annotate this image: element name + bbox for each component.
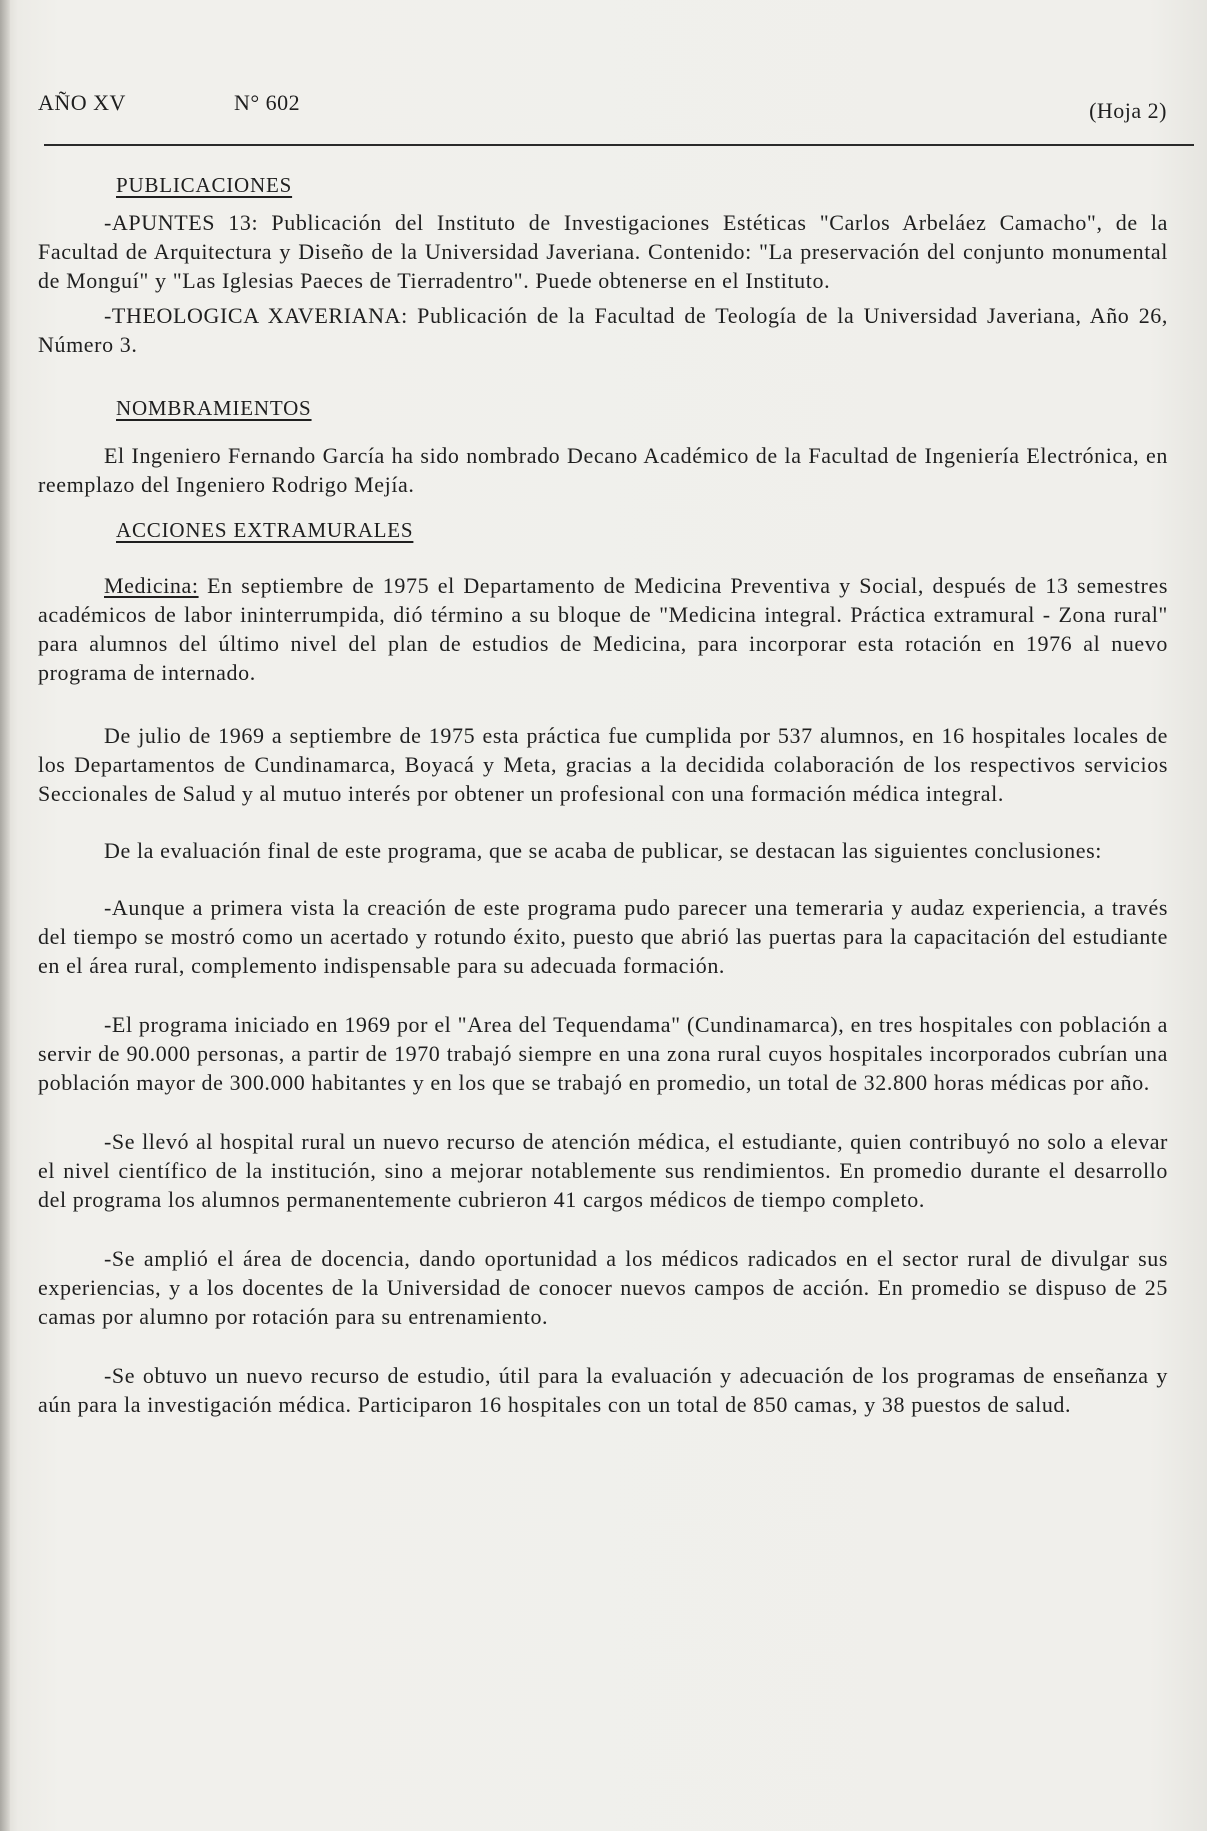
conclusion-2: -El programa iniciado en 1969 por el "Area del Tequendama" (Cundinamarca), en tres hospitales con población a servir de 90.000 personas, a partir de 1970 trabajó siempre en una zona rural cuyos hospitales incorporados cubrían una población mayor de 300.000 habitantes y en los que se trabajó en promedio, un total de 32.800 horas médicas por año. — [38, 1012, 1168, 1095]
document-body — [38, 170, 1168, 1419]
paragraph-apuntes: -APUNTES 13: Publicación del Instituto de Investigaciones Estéticas "Carlos Arbeláez Camacho", de la Facultad de Arquitectura y Diseño de la Universidad Javeriana. Contenido: "La preservación del conjunto monumental de Monguí" y "Las Iglesias Paeces de Tierradentro". Puede obtenerse en el Instituto. — [38, 210, 1168, 293]
paragraph-nombramiento: El Ingeniero Fernando García ha sido nombrado Decano Académico de la Facultad de Ingeniería Electrónica, en reemplazo del Ingeniero Rodrigo Mejía. — [38, 443, 1168, 497]
conclusion-5: -Se obtuvo un nuevo recurso de estudio, útil para la evaluación y adecuación de los programas de enseñanza y aún para la investigación médica. Participaron 16 hospitales con un total de 850 camas, y 38 puestos de salud. — [38, 1363, 1168, 1417]
sheet-number: (Hoja 2) — [1089, 98, 1167, 123]
paragraph-theologica: -THEOLOGICA XAVERIANA: Publicación de la Facultad de Teología de la Universidad Javeriana, Año 26, Número 3. — [38, 303, 1168, 357]
heading-nombramientos: NOMBRAMIENTOS — [116, 396, 312, 420]
conclusion-4: -Se amplió el área de docencia, dando oportunidad a los médicos radicados en el sector rural de divulgar sus experiencias, y a los docentes de la Universidad de conocer nuevos campos de acción. En promedio se dispuso de 25 camas por alumno por rotación para su entrenamiento. — [38, 1246, 1168, 1329]
heading-publicaciones: PUBLICACIONES — [116, 173, 293, 197]
issue-year: AÑO XV — [38, 90, 126, 115]
issue-number: N° 602 — [234, 90, 301, 115]
page-edge-shadow — [0, 0, 10, 1831]
conclusion-3: -Se llevó al hospital rural un nuevo recurso de atención médica, el estudiante, quien contribuyó no solo a elevar el nivel científico de la institución, sino a mejorar notablemente sus rendimientos. En promedio durante el desarrollo del programa los alumnos permanentemente cubrieron 41 cargos médicos de tiempo completo. — [38, 1129, 1168, 1212]
paragraph-medicina — [38, 571, 1168, 687]
header-divider — [44, 144, 1194, 146]
paragraph-julio-1969: De julio de 1969 a septiembre de 1975 esta práctica fue cumplida por 537 alumnos, en 16 hospitales locales de los Departamentos de Cundinamarca, Boyacá y Meta, gracias a la decidida colaboración de los respectivos servicios Seccionales de Salud y al mutuo interés por obtener un profesional con una formación médica integral. — [38, 723, 1168, 806]
medicina-label: Medicina: — [104, 573, 199, 598]
conclusion-1: -Aunque a primera vista la creación de este programa pudo parecer una temeraria y audaz experiencia, a través del tiempo se mostró como un acertado y rotundo éxito, puesto que abrió las puertas para la capacitación del estudiante en el área rural, complemento indispensable para su adecuada formación. — [38, 895, 1168, 978]
heading-acciones-extramurales: ACCIONES EXTRAMURALES — [116, 518, 414, 542]
medicina-text: En septiembre de 1975 el Departamento de Medicina Preventiva y Social, después de 13 semestres académicos de labor ininterrumpida, dió término a su bloque de "Medicina integral. Práctica extramural - Zona rural" para alumnos del último nivel del plan de estudios de Medicina, para incorporar esta rotación en 1976 al nuevo programa de internado. — [38, 573, 1168, 685]
paragraph-evaluacion: De la evaluación final de este programa, que se acaba de publicar, se destacan las siguientes conclusiones: — [104, 838, 1102, 863]
